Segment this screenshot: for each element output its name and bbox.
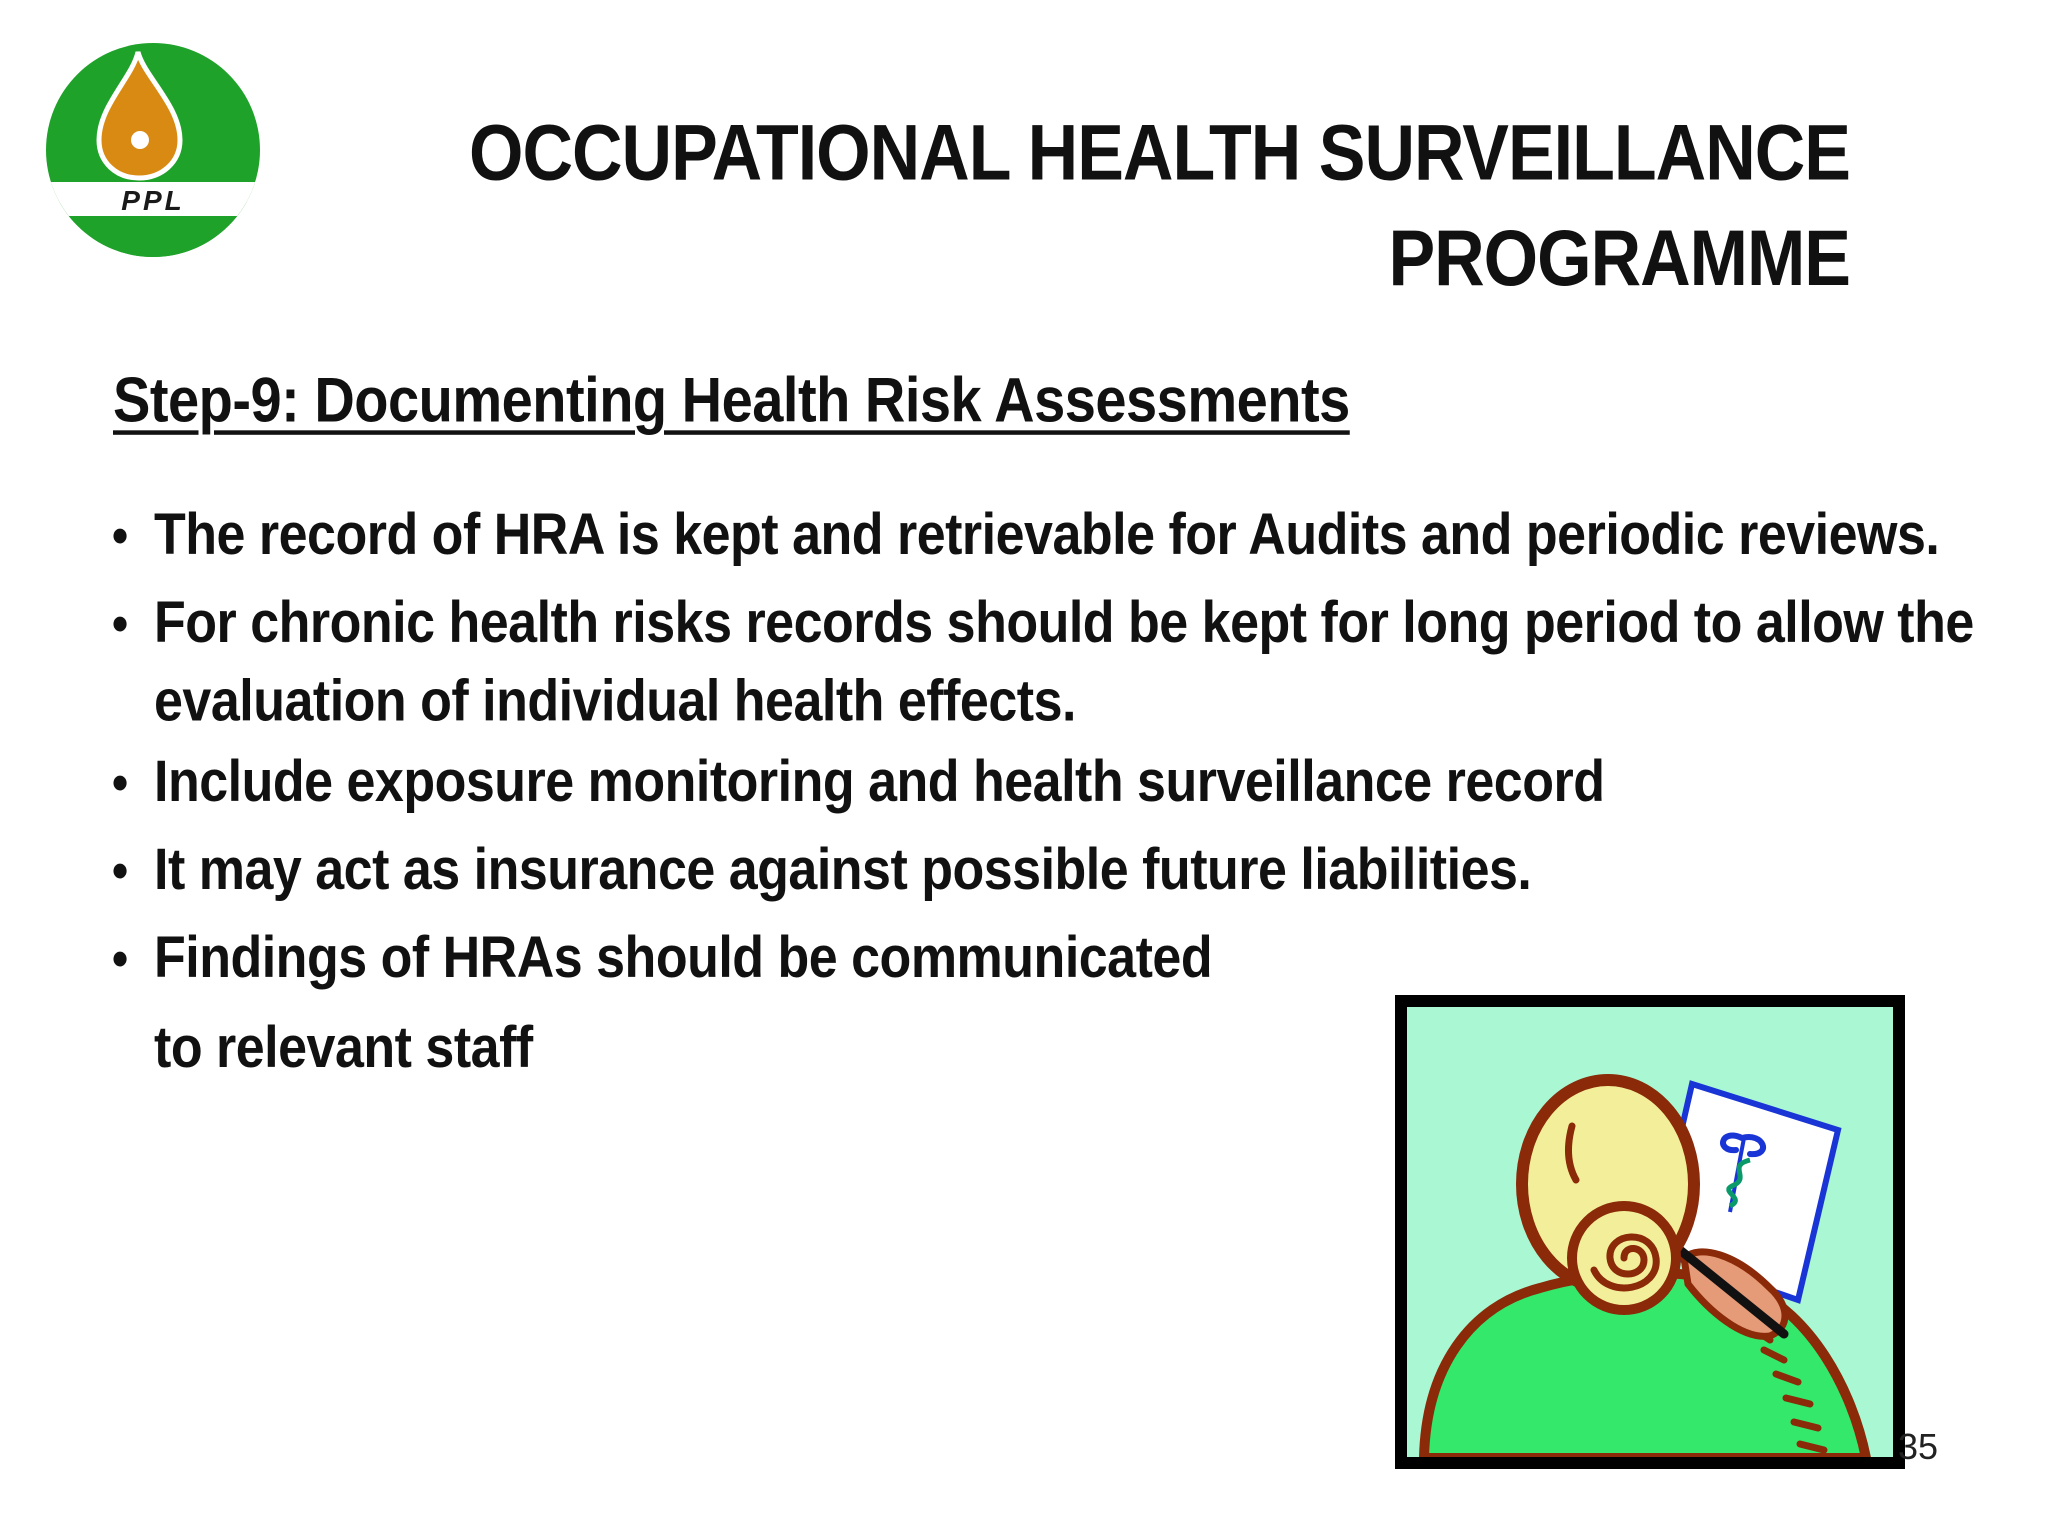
bullet-item <box>110 743 2030 821</box>
title-line-2: PROGRAMME <box>1388 214 1850 302</box>
title-line-1: OCCUPATIONAL HEALTH SURVEILLANCE <box>469 108 1850 197</box>
bullet-dot: • <box>112 506 128 565</box>
bullet-item <box>110 584 2030 741</box>
slide-title <box>420 100 1850 311</box>
ppl-logo <box>40 36 266 258</box>
bullet-text: Include exposure monitoring and health surveillance record <box>154 749 1605 815</box>
page-number: 35 <box>1898 1426 1939 1467</box>
bullet-item <box>110 496 2030 574</box>
bullet-dot: • <box>112 753 128 812</box>
bullet-text: Findings of HRAs should be communicated <box>154 925 1213 991</box>
bullet-dot: • <box>112 929 128 988</box>
person-writing-medical-record-icon <box>1390 988 1912 1472</box>
bullet-dot: • <box>112 594 128 653</box>
bullet-text-continued: evaluation of individual health effects. <box>154 669 1076 735</box>
bullet-dot: • <box>112 841 128 900</box>
bullet-item <box>110 831 2030 909</box>
bullet-text: For chronic health risks records should be kept for long period to allow the <box>154 590 1974 656</box>
bullet-text: The record of HRA is kept and retrievable for Audits and periodic reviews. <box>154 502 1940 568</box>
bullet-text: It may act as insurance against possible future liabilities. <box>154 837 1532 903</box>
step-heading: Step-9: Documenting Health Risk Assessments <box>113 364 1350 435</box>
logo-text: PPL <box>121 185 185 216</box>
bullet-text-continued: to relevant staff <box>154 1015 533 1081</box>
